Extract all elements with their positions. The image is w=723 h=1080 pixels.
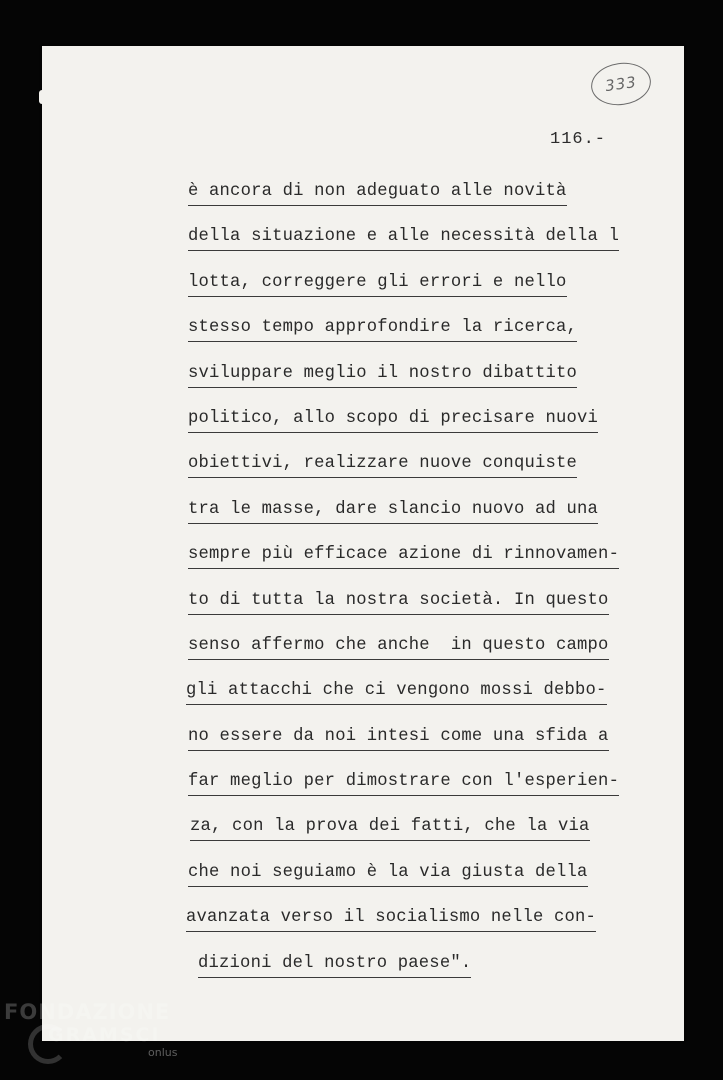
typed-line-text: sempre più efficace azione di rinnovamen- (188, 544, 619, 569)
typed-line-text: to di tutta la nostra società. In questo (188, 590, 609, 615)
typed-line-text: sviluppare meglio il nostro dibattito (188, 363, 577, 388)
typed-line-text: far meglio per dimostrare con l'esperien- (188, 771, 619, 796)
typed-line (188, 317, 619, 362)
paper-edge-nick (39, 90, 45, 104)
watermark-logo-icon (28, 1024, 68, 1064)
typed-line-text: za, con la prova dei fatti, che la via (190, 816, 590, 841)
typed-line-text: stesso tempo approfondire la ricerca, (188, 317, 577, 342)
typed-line (188, 635, 619, 680)
typed-line-text: gli attacchi che ci vengono mossi debbo- (186, 680, 607, 705)
typed-line-text: senso affermo che anche in questo campo (188, 635, 609, 660)
typed-line (188, 272, 619, 317)
archive-number-stamp (588, 59, 653, 109)
typed-line-text: politico, allo scopo di precisare nuovi (188, 408, 598, 433)
typed-line (188, 544, 619, 589)
fondazione-gramsci-watermark (4, 1000, 177, 1060)
typed-line (198, 953, 619, 998)
archive-number: 333 (604, 72, 638, 96)
typed-line (186, 680, 619, 725)
typed-line (188, 363, 619, 408)
typed-line (188, 590, 619, 635)
typed-line-text: lotta, correggere gli errori e nello (188, 272, 567, 297)
typed-line (190, 816, 619, 861)
typed-line (188, 771, 619, 816)
watermark-line2: GRAMSCI (48, 1024, 161, 1046)
typed-line (188, 408, 619, 453)
typed-line-text: dizioni del nostro paese". (198, 953, 471, 978)
typed-line-text: è ancora di non adeguato alle novità (188, 181, 567, 206)
typed-text-body (188, 181, 619, 998)
typed-line (186, 907, 619, 952)
typed-line (188, 226, 619, 271)
typed-line-text: obiettivi, realizzare nuove conquiste (188, 453, 577, 478)
page-number: 116.- (550, 130, 607, 149)
typed-line-text: che noi seguiamo è la via giusta della (188, 862, 588, 887)
typed-line (188, 499, 619, 544)
typed-line-text: della situazione e alle necessità della l (188, 226, 619, 251)
document-page (42, 46, 684, 1041)
typed-line (188, 726, 619, 771)
typed-line (188, 862, 619, 907)
watermark-line3: onlus (148, 1046, 178, 1059)
watermark-line1: FONDAZIONE (4, 1000, 171, 1024)
typed-line-text: no essere da noi intesi come una sfida a (188, 726, 609, 751)
typed-line-text: tra le masse, dare slancio nuovo ad una (188, 499, 598, 524)
typed-line-text: avanzata verso il socialismo nelle con- (186, 907, 596, 932)
typed-line (188, 181, 619, 226)
typed-line (188, 453, 619, 498)
